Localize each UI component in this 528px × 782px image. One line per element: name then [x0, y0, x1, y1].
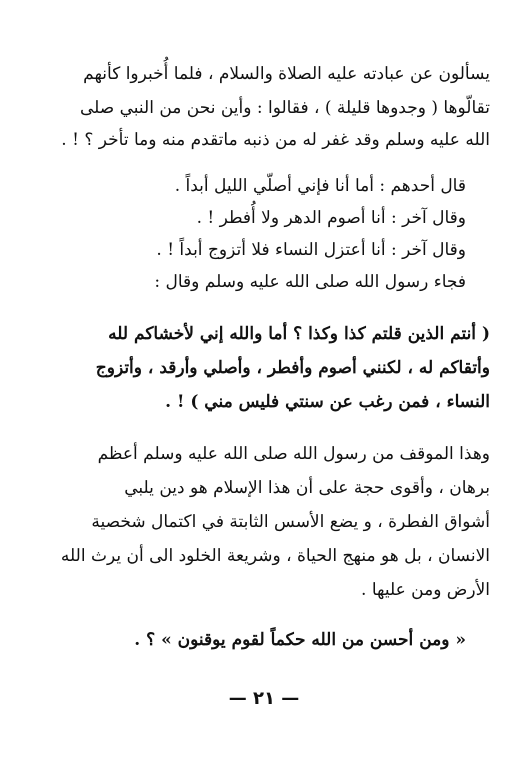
hadith-line: ( أنتم الذين قلتم كذا وكذا ؟ أما والله إني لأخشاكم لله	[108, 324, 490, 344]
text-line: يسألون عن عبادته عليه الصلاة والسلام ، فلما أُخبروا كأنهم	[83, 64, 490, 84]
text-line: برهان ، وأقوى حجة على أن هذا الإسلام هو دين يلبي	[124, 478, 490, 498]
text-line: الله عليه وسلم وقد غفر له من ذنبه ماتقدم منه وما تأخر ؟ ! .	[61, 130, 490, 150]
hadith-line: النساء ، فمن رغب عن سنتي فليس مني ) ! .	[165, 392, 490, 412]
text-line: وهذا الموقف من رسول الله صلى الله عليه وسلم أعظم	[97, 444, 490, 464]
page-number: — ٢١ —	[228, 688, 300, 709]
text-line: وقال آخر : أنا أصوم الدهر ولا أُفطر ! .	[196, 208, 466, 228]
text-line: قال أحدهم : أما أنا فإني أصلّي الليل أبداً .	[174, 176, 466, 196]
text-line: تقالّوها ( وجدوها قليلة ) ، فقالوا : وأين نحن من النبي صلى	[79, 98, 490, 118]
quran-quote: « ومن أحسن من الله حكماً لقوم يوقنون » ؟ .	[134, 630, 466, 650]
text-line: وقال آخر : أنا أعتزل النساء فلا أتزوج أبداً ! .	[156, 240, 466, 260]
text-line: أشواق الفطرة ، و يضع الأسس الثابتة في اكتمال شخصية	[91, 512, 490, 532]
text-line: الانسان ، بل هو منهج الحياة ، وشريعة الخلود الى أن يرث الله	[60, 546, 490, 566]
text-line: الأرض ومن عليها .	[361, 580, 490, 600]
text-line: فجاء رسول الله صلى الله عليه وسلم وقال :	[154, 272, 466, 292]
hadith-line: وأتقاكم له ، لكنني أصوم وأفطر ، وأصلي وأرقد ، وأتزوج	[95, 358, 490, 378]
